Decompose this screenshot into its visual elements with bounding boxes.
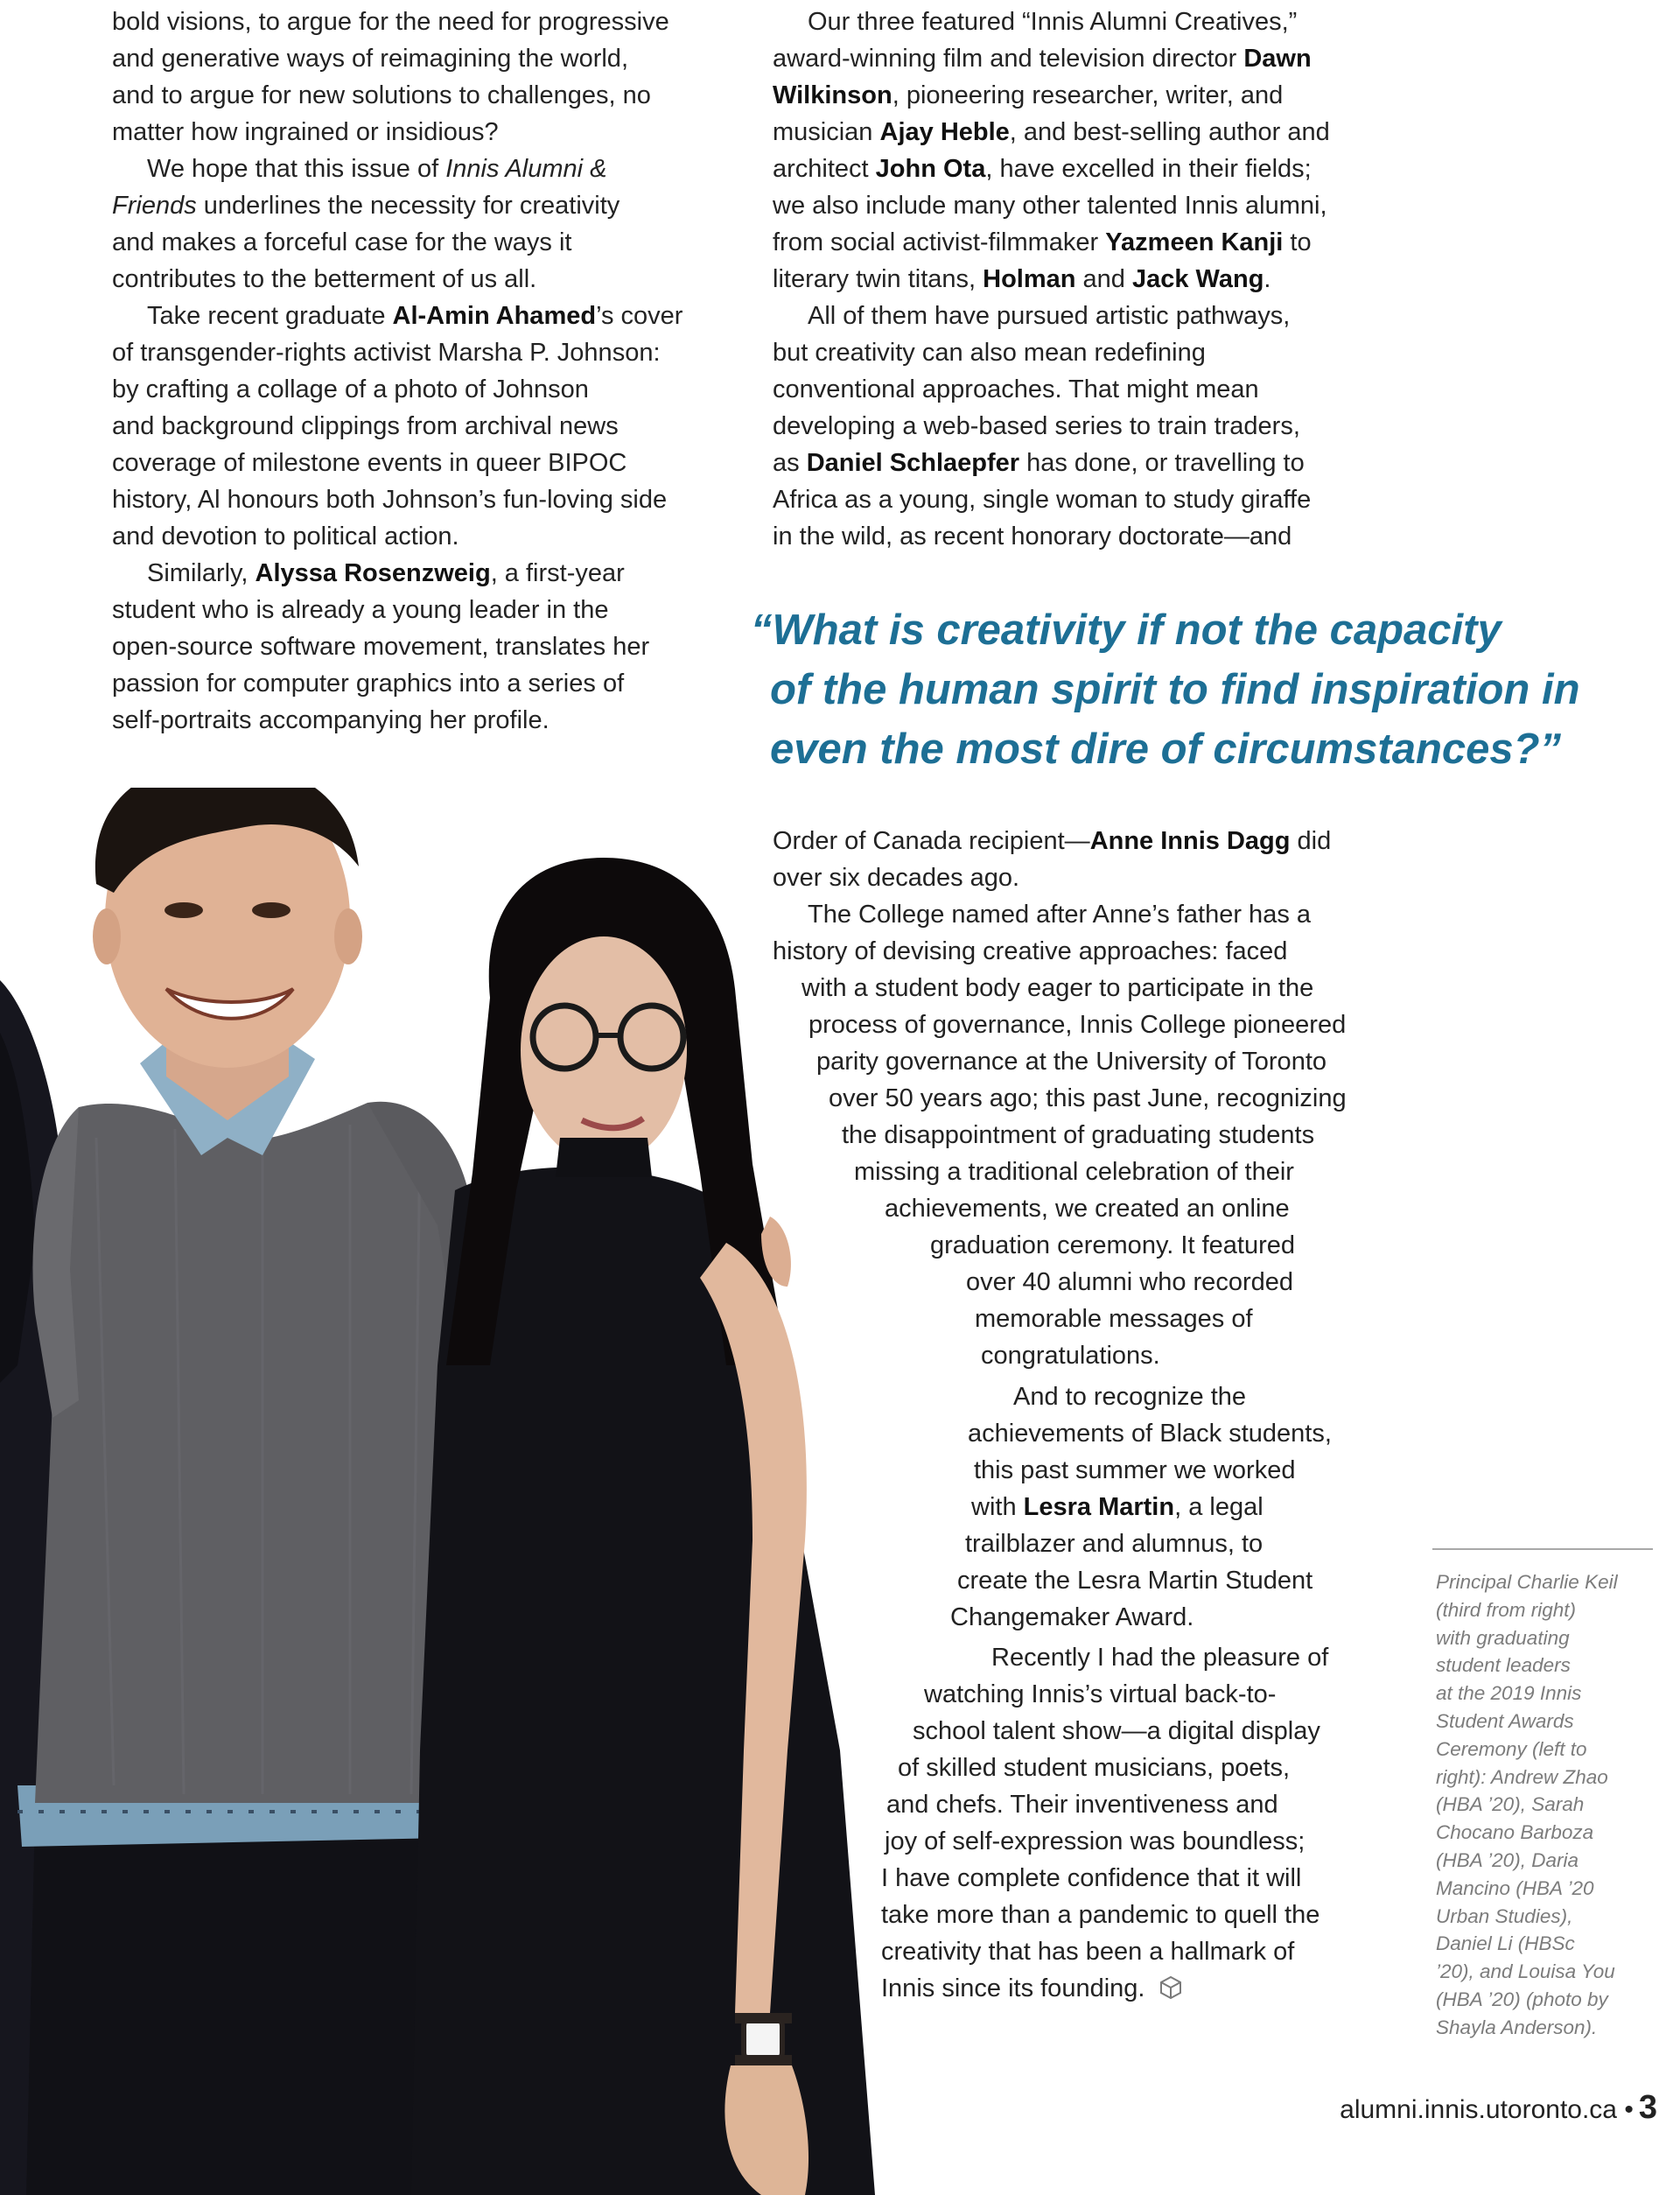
name-highlight: Alyssa Rosenzweig xyxy=(255,559,491,587)
text-run: award-winning film and television director xyxy=(773,45,1244,73)
caption-line: with graduating xyxy=(1436,1626,1570,1649)
text-run: and xyxy=(1075,265,1132,293)
text-line: coverage of milestone events in queer BIPOC xyxy=(112,449,627,477)
text-run: We hope that this issue of xyxy=(147,155,446,183)
text-line: student who is already a young leader in the xyxy=(112,596,609,624)
text-line xyxy=(112,187,620,224)
text-line: over six decades ago. xyxy=(773,864,1020,892)
text-line: memorable messages of xyxy=(975,1305,1253,1333)
caption-line: Daniel Li (HBSc xyxy=(1436,1932,1575,1955)
text-line: The College named after Anne’s father has a xyxy=(808,901,1312,929)
text-line: open-source software movement, translates her xyxy=(112,633,650,661)
text-line: developing a web-based series to train traders, xyxy=(773,412,1300,440)
text-line: and background clippings from archival news xyxy=(112,412,619,440)
name-highlight: Holman xyxy=(983,265,1076,293)
text-run: did xyxy=(1290,827,1332,855)
caption-line: Principal Charlie Keil xyxy=(1436,1571,1618,1593)
text-line: school talent show—a digital display xyxy=(913,1717,1320,1745)
name-highlight: Daniel Schlaepfer xyxy=(806,449,1020,477)
text-line: this past summer we worked xyxy=(974,1456,1296,1484)
text-run: literary twin titans, xyxy=(773,265,984,293)
right-col-p2 xyxy=(773,298,1311,555)
quote-line: even the most dire of circumstances?” xyxy=(770,726,1562,773)
text-run: , have excelled in their fields; xyxy=(985,155,1312,183)
text-line xyxy=(112,151,620,187)
text-line xyxy=(773,823,1331,859)
text-run: musician xyxy=(773,118,880,146)
text-line: in the wild, as recent honorary doctorate—and xyxy=(773,522,1292,551)
left-col-p2 xyxy=(112,151,620,298)
footer-url[interactable]: alumni.innis.utoronto.ca xyxy=(1340,2095,1617,2124)
man-pants xyxy=(26,1812,438,2195)
text-run: , and best-selling author and xyxy=(1009,118,1330,146)
text-line xyxy=(773,261,1330,298)
name-highlight: Jack Wang xyxy=(1131,265,1264,293)
right-col-p1 xyxy=(773,4,1330,298)
text-line: joy of self-expression was boundless; xyxy=(885,1827,1306,1855)
text-line xyxy=(773,114,1330,151)
caption-line: (HBA ’20), Daria xyxy=(1436,1848,1578,1871)
caption-line: Student Awards xyxy=(1436,1709,1574,1732)
text-line: but creativity can also mean redefining xyxy=(773,339,1206,367)
text-line: the disappointment of graduating students xyxy=(842,1121,1315,1149)
text-line: process of governance, Innis College pioneered xyxy=(808,1011,1347,1039)
text-line: of transgender-rights activist Marsha P. Johnson: xyxy=(112,339,661,367)
text-run: from social activist-filmmaker xyxy=(773,228,1106,256)
text-line: bold visions, to argue for the need for progressive xyxy=(112,8,669,36)
text-line: matter how ingrained or insidious? xyxy=(112,118,499,146)
caption-line: student leaders xyxy=(1436,1654,1571,1677)
text-line: And to recognize the xyxy=(1013,1383,1247,1411)
text-run: , a legal xyxy=(1174,1493,1264,1521)
text-line: Changemaker Award. xyxy=(950,1603,1194,1631)
caption-line: Chocano Barboza xyxy=(1436,1821,1594,1844)
text-line: Our three featured “Innis Alumni Creatives,” xyxy=(808,8,1298,36)
text-run: . xyxy=(1264,265,1271,293)
caption-line: (third from right) xyxy=(1436,1598,1577,1621)
text-line: passion for computer graphics into a series of xyxy=(112,670,625,698)
caption-line: right): Andrew Zhao xyxy=(1436,1765,1608,1788)
left-col-p4 xyxy=(112,555,649,739)
text-line: parity governance at the University of Toronto xyxy=(816,1048,1327,1076)
text-line: of skilled student musicians, poets, xyxy=(898,1754,1291,1782)
caption-line: Shayla Anderson). xyxy=(1436,2016,1598,2038)
caption-line: (HBA ’20), Sarah xyxy=(1436,1793,1585,1816)
text-line: self-portraits accompanying her profile. xyxy=(112,706,550,734)
text-line: achievements of Black students, xyxy=(968,1420,1332,1448)
magazine-title-run: Innis Alumni & xyxy=(445,155,607,183)
text-line xyxy=(112,555,649,592)
text-line: graduation ceremony. It featured xyxy=(930,1231,1295,1259)
text-line: trailblazer and alumnus, to xyxy=(965,1530,1264,1558)
text-line: by crafting a collage of a photo of Johnson xyxy=(112,375,589,403)
text-run: architect xyxy=(773,155,876,183)
name-highlight: Lesra Martin xyxy=(1023,1493,1175,1521)
text-run: with xyxy=(971,1493,1024,1521)
left-col-p1 xyxy=(112,4,669,151)
text-run: , a first-year xyxy=(490,559,625,587)
name-highlight: John Ota xyxy=(875,155,986,183)
text-run: Innis since its founding. xyxy=(881,1974,1145,2002)
text-line xyxy=(773,77,1330,114)
text-line xyxy=(773,40,1330,77)
magazine-title-run: Friends xyxy=(112,192,197,220)
name-highlight: Ajay Heble xyxy=(879,118,1010,146)
text-line: watching Innis’s virtual back-to- xyxy=(924,1680,1277,1708)
footer-bullet: • xyxy=(1624,2095,1634,2124)
text-run: ’s cover xyxy=(596,302,683,330)
text-line: congratulations. xyxy=(981,1342,1160,1370)
text-line: take more than a pandemic to quell the xyxy=(881,1901,1320,1929)
text-run: has done, or travelling to xyxy=(1019,449,1305,477)
caption-divider xyxy=(1432,1548,1653,1550)
caption-line: Ceremony (left to xyxy=(1436,1737,1587,1760)
caption-line: (HBA ’20) (photo by xyxy=(1436,1988,1608,2010)
text-line: achievements, we created an online xyxy=(885,1195,1290,1223)
text-line: we also include many other talented Innis alumni, xyxy=(773,192,1327,220)
woman-watch xyxy=(744,2017,782,2061)
cube-icon xyxy=(1158,1974,1184,2001)
page-footer xyxy=(1340,2089,1657,2127)
text-line: missing a traditional celebration of their xyxy=(854,1158,1294,1186)
text-line: and chefs. Their inventiveness and xyxy=(886,1791,1278,1819)
text-run: Order of Canada recipient— xyxy=(773,827,1090,855)
text-line: create the Lesra Martin Student xyxy=(957,1567,1313,1595)
photo-caption xyxy=(1436,1568,1618,2042)
text-line xyxy=(971,1489,1264,1525)
text-run: Similarly, xyxy=(147,559,256,587)
text-line: contributes to the betterment of us all. xyxy=(112,265,537,293)
text-line xyxy=(112,298,682,334)
name-highlight: Wilkinson xyxy=(773,81,892,109)
text-line xyxy=(773,445,1311,481)
text-run: Take recent graduate xyxy=(147,302,393,330)
text-line: creativity that has been a hallmark of xyxy=(881,1938,1295,1966)
page-number: 3 xyxy=(1638,2089,1657,2126)
quote-line: of the human spirit to find inspiration in xyxy=(770,666,1580,713)
name-highlight: Anne Innis Dagg xyxy=(1089,827,1291,855)
text-line: Africa as a young, single woman to study giraffe xyxy=(773,486,1312,514)
pull-quote xyxy=(751,600,1580,779)
name-highlight: Al-Amin Ahamed xyxy=(392,302,597,330)
text-run: , pioneering researcher, writer, and xyxy=(892,81,1284,109)
text-line: conventional approaches. That might mean xyxy=(773,375,1259,403)
text-line xyxy=(773,151,1330,187)
text-line: and devotion to political action. xyxy=(112,522,459,551)
text-line: and to argue for new solutions to challenges, no xyxy=(112,81,651,109)
left-col-p3 xyxy=(112,298,682,555)
quote-line: “What is creativity if not the capacity xyxy=(751,607,1502,654)
caption-line: ’20), and Louisa You xyxy=(1436,1960,1615,1983)
name-highlight: Dawn xyxy=(1243,45,1312,73)
text-line: and generative ways of reimagining the world, xyxy=(112,45,628,73)
text-run: as xyxy=(773,449,807,477)
text-run: underlines the necessity for creativity xyxy=(196,192,620,220)
text-run: to xyxy=(1283,228,1312,256)
text-line xyxy=(881,1970,1184,2007)
text-line: Recently I had the pleasure of xyxy=(991,1644,1329,1672)
text-line xyxy=(773,224,1330,261)
caption-line: at the 2019 Innis xyxy=(1436,1682,1582,1705)
text-line: over 50 years ago; this past June, recognizing xyxy=(829,1084,1347,1112)
text-line: I have complete confidence that it will xyxy=(881,1864,1302,1892)
text-line: history of devising creative approaches: faced xyxy=(773,937,1288,965)
caption-line: Mancino (HBA ’20 xyxy=(1436,1876,1594,1899)
name-highlight: Yazmeen Kanji xyxy=(1105,228,1284,256)
text-line: and makes a forceful case for the ways it xyxy=(112,228,572,256)
text-line: over 40 alumni who recorded xyxy=(966,1268,1293,1296)
text-line: All of them have pursued artistic pathways, xyxy=(808,302,1291,330)
caption-line: Urban Studies), xyxy=(1436,1904,1573,1927)
text-line: with a student body eager to participate in the xyxy=(802,974,1314,1002)
text-line: history, Al honours both Johnson’s fun-loving side xyxy=(112,486,668,514)
